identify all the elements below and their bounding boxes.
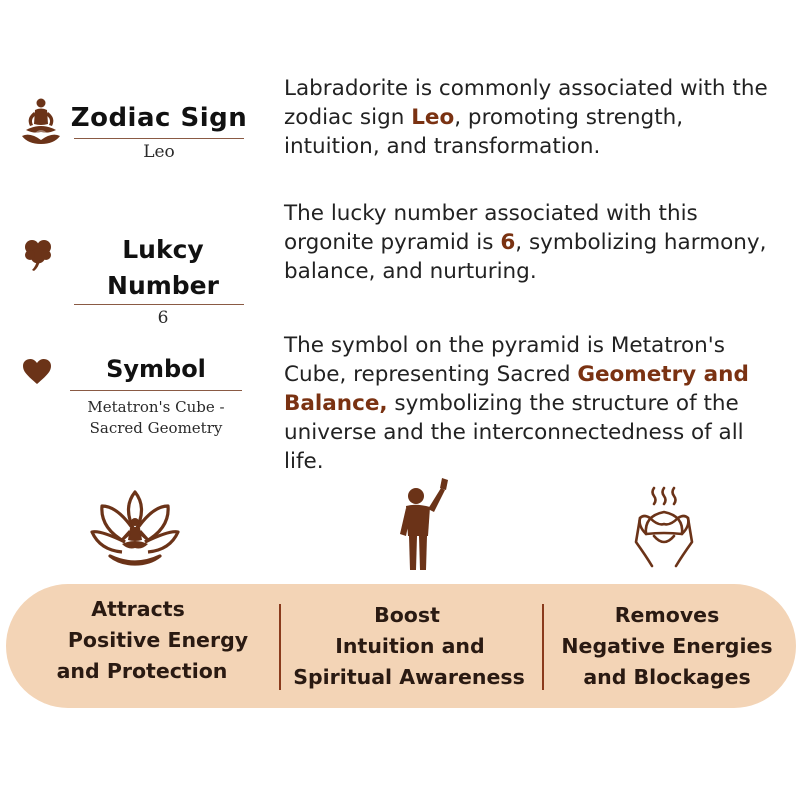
clover-icon: [20, 236, 56, 272]
description-highlight: 6: [500, 230, 516, 255]
zodiac-sign-title: Zodiac Sign: [70, 103, 248, 133]
description-text: , promoting strength, intuition, and transformation.: [284, 105, 684, 159]
heart-icon: [22, 358, 52, 386]
benefit-attracts-positive-energy: [40, 594, 270, 687]
lucky-number-label: [62, 232, 264, 331]
benefit-line: Positive Energy: [67, 628, 249, 652]
benefit-line: Intuition and: [335, 634, 485, 658]
benefit-boost-intuition: [284, 600, 534, 693]
description-text: , symbolizing harmony, balance, and nurturing.: [284, 230, 767, 284]
benefit-line: Boost: [374, 603, 440, 627]
benefits-divider: [542, 604, 544, 690]
relief-head-icon: [632, 486, 696, 568]
description-highlight: Leo: [411, 105, 455, 130]
lucky-number-value: 6: [157, 308, 169, 328]
meditation-icon: [18, 96, 64, 148]
symbol-label: [70, 350, 242, 439]
benefit-line: Attracts: [91, 597, 185, 621]
zodiac-sign-value: Leo: [143, 142, 175, 162]
zodiac-sign-label: [68, 100, 250, 165]
benefit-line: Removes: [614, 603, 720, 627]
benefit-line: and Protection: [56, 659, 228, 683]
benefit-line: and Blockages: [583, 665, 751, 689]
description-text: The lucky number associated with this orgonite pyramid is: [284, 201, 698, 255]
lotus-meditation-icon: [90, 488, 180, 568]
benefit-line: Negative Energies: [561, 634, 773, 658]
description-text: symbolizing the structure of the universe and the interconnectedness of all life.: [284, 391, 744, 474]
symbol-rule: [70, 390, 242, 391]
raised-fist-person-icon: [398, 476, 454, 572]
lucky-number-description: [284, 199, 784, 286]
description-text: Labradorite is commonly associated with the zodiac sign: [284, 76, 768, 130]
benefit-removes-negative-energies: [552, 600, 782, 693]
benefit-line: Spiritual Awareness: [293, 665, 525, 689]
symbol-title: Symbol: [106, 355, 206, 383]
description-highlight: Geometry and Balance,: [284, 362, 749, 416]
description-text: The symbol on the pyramid is Metatron's Cube, representing Sacred: [284, 333, 725, 387]
symbol-value: Metatron's Cube - Sacred Geometry: [87, 398, 225, 437]
zodiac-sign-description: [284, 74, 784, 161]
lucky-number-title: Lukcy Number: [107, 235, 219, 300]
symbol-description: [284, 331, 784, 476]
